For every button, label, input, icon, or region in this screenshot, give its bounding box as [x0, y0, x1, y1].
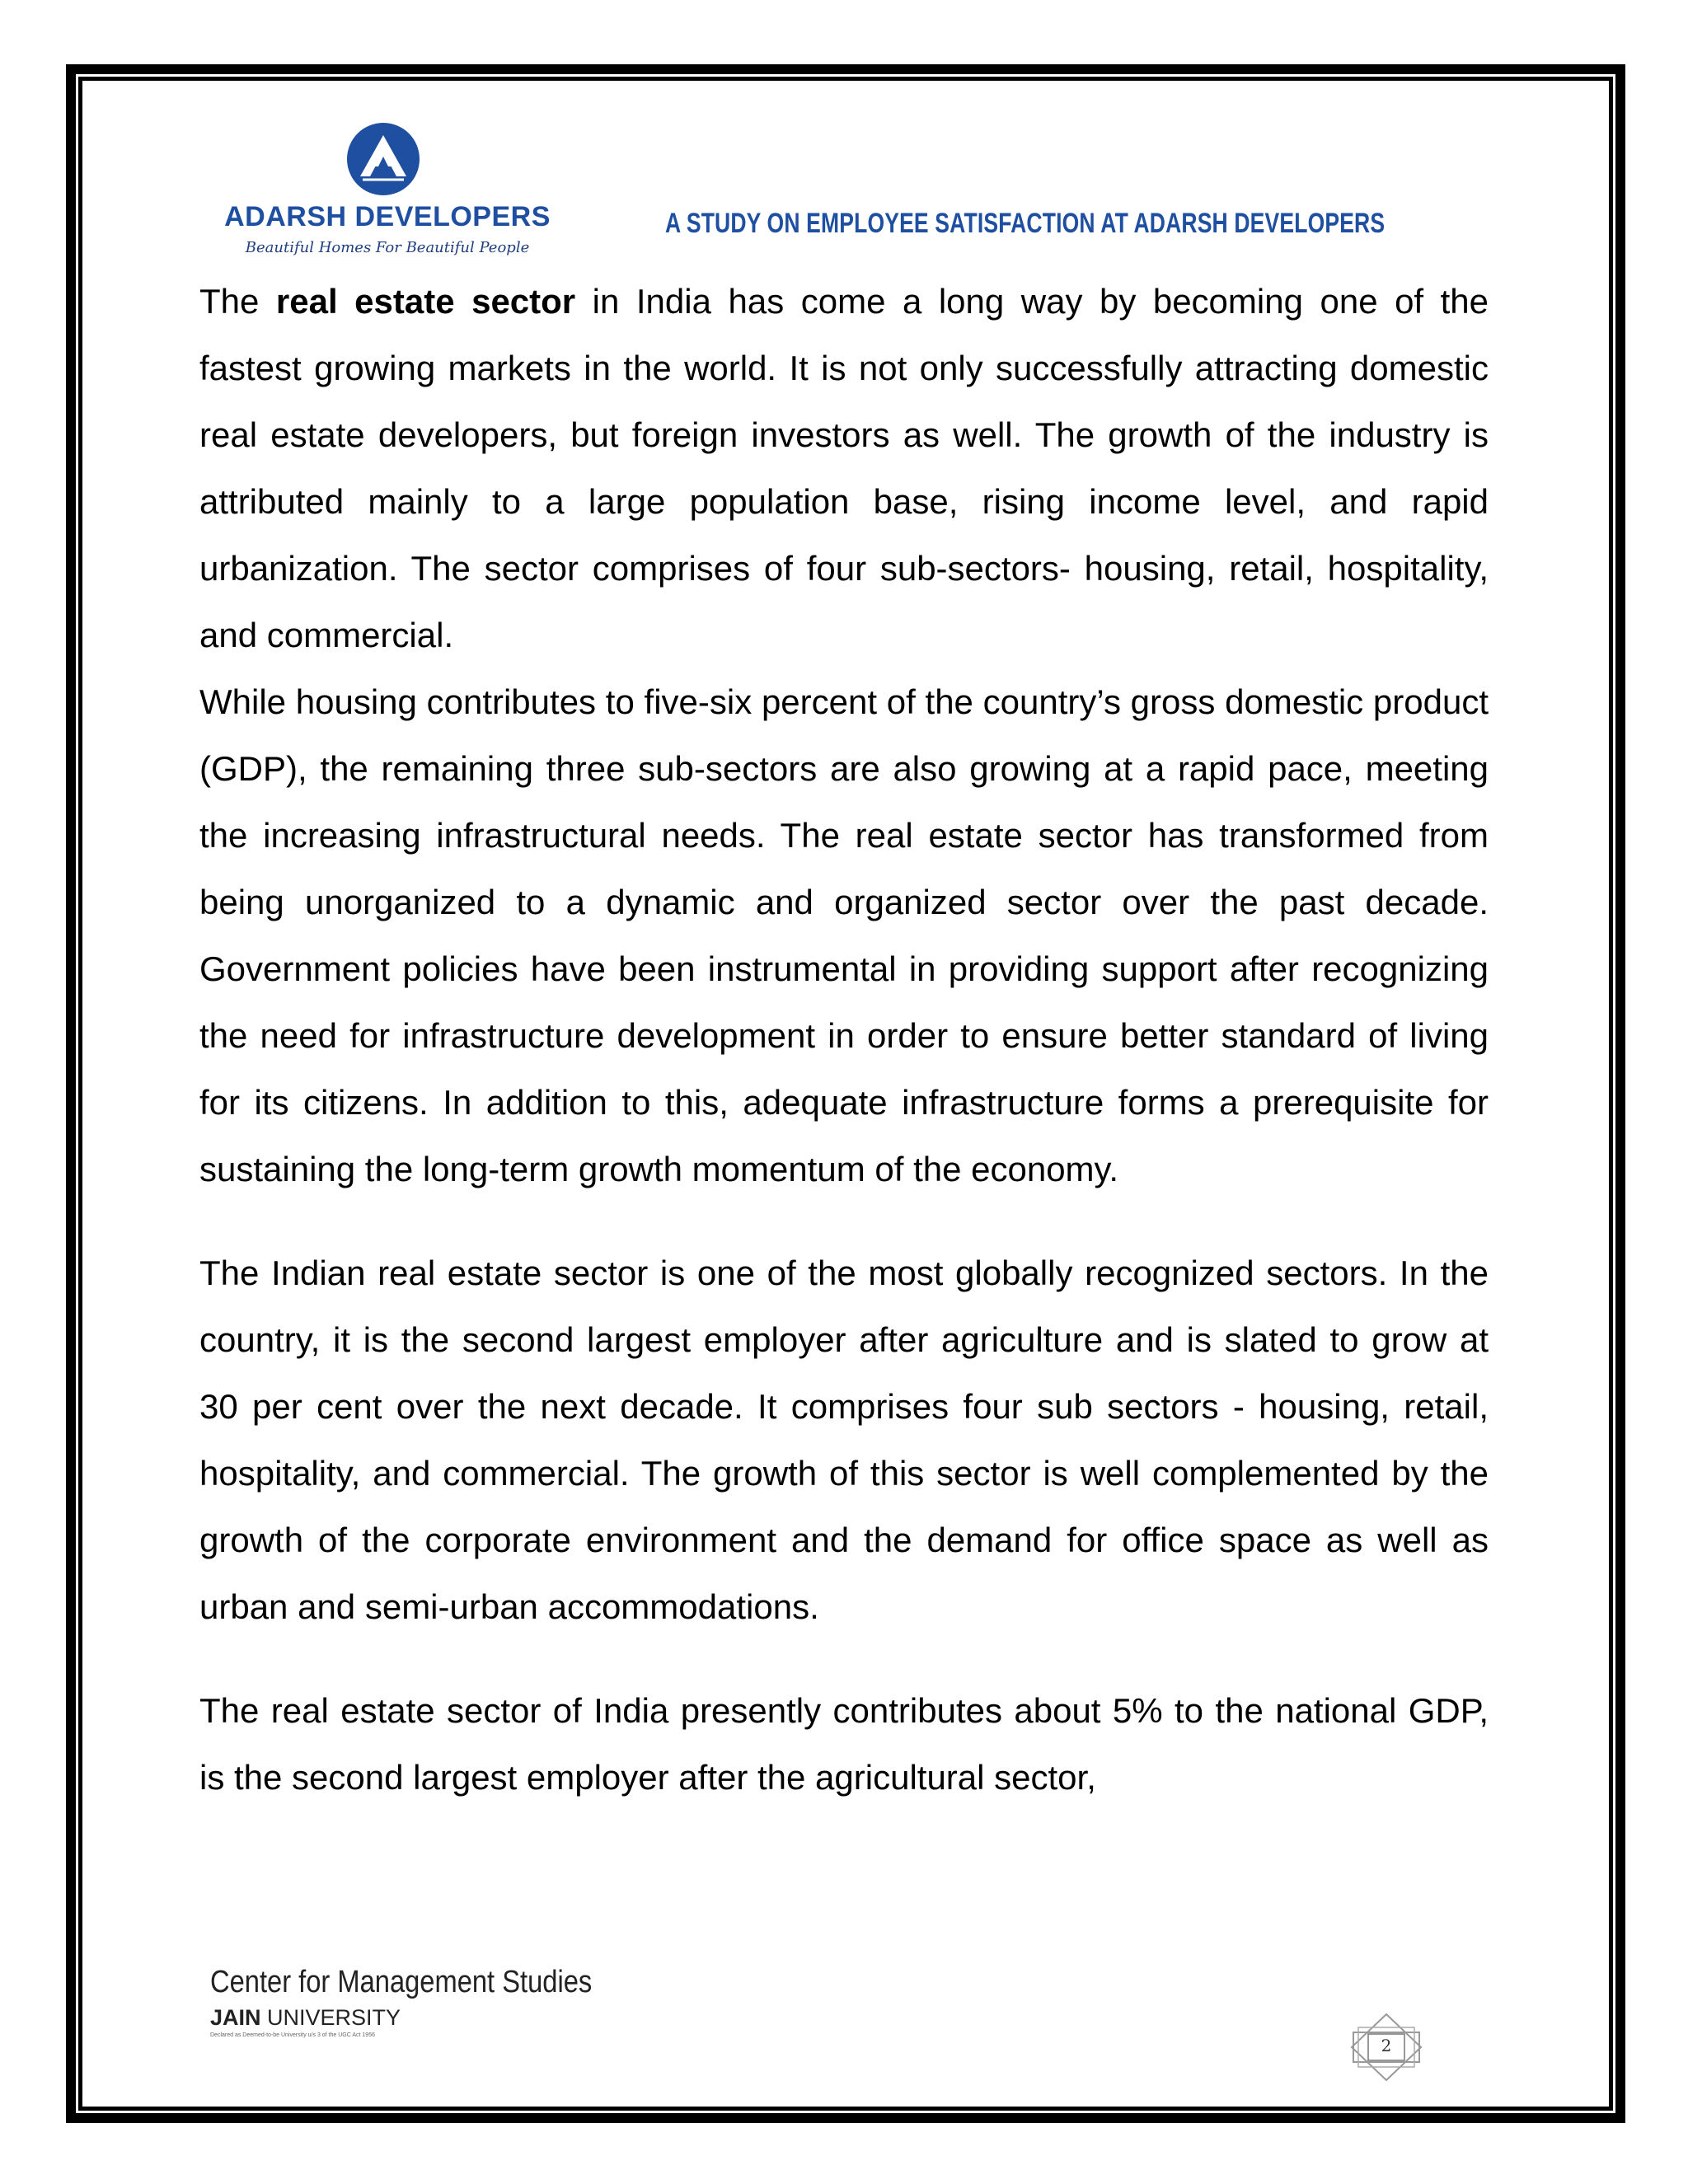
footer-university-bold: JAIN — [210, 2005, 261, 2030]
page-footer — [210, 1965, 705, 2064]
footer-university-rest: UNIVERSITY — [260, 2005, 401, 2030]
paragraph-1 — [199, 268, 1489, 668]
footer-center-name: Center for Management Studies — [210, 1965, 593, 1999]
page-header — [218, 115, 1386, 268]
logo-name: ADARSH DEVELOPERS — [224, 201, 551, 232]
footer-fine-print: Declared as Deemed-to-be University u/s 3 of the UGC Act 1956 — [210, 2032, 375, 2038]
page-number: 2 — [1381, 2036, 1392, 2055]
company-logo — [218, 115, 565, 268]
paragraph-1-bold-term: real estate sector — [275, 282, 576, 321]
logo-tagline: Beautiful Homes For Beautiful People — [245, 239, 530, 256]
page-number-badge — [1345, 2011, 1428, 2083]
adarsh-logo-icon — [346, 122, 420, 196]
body-text — [199, 268, 1489, 1811]
footer-university — [210, 2005, 705, 2031]
paragraph-1-lead: The — [199, 282, 276, 321]
paragraph-1-rest: in India has come a long way by becoming one of the fastest growing markets in the world. It is not only successfully attracting domestic real estate developers, but foreign investors as well. The growth of the industry is attributed mainly to a large population base, rising income level, and rapid urbanization. The sector comprises of four sub-sectors- housing, retail, hospitality, and commercial. — [199, 282, 1489, 654]
paragraph-4: The real estate sector of India presently contributes about 5% to the national GDP, is the second largest employer after the agricultural sector, — [199, 1691, 1489, 1797]
study-title: A STUDY ON EMPLOYEE SATISFACTION AT ADARSH DEVELOPERS — [665, 208, 1386, 239]
paragraph-2: While housing contributes to five-six percent of the country’s gross domestic product (GDP), the remaining three sub-sectors are also growing at a rapid pace, meeting the increasing infrastructural needs. The real estate sector has transformed from being unorganized to a dynamic and organized sector over the past decade. Government policies have been instrumental in providing support after recognizing the need for infrastructure development in order to ensure better standard of living for its citizens. In addition to this, adequate infrastructure forms a prerequisite for sustaining the long-term growth momentum of the economy. — [199, 682, 1489, 1188]
paragraph-3: The Indian real estate sector is one of the most globally recognized sectors. In the country, it is the second largest employer after agriculture and is slated to grow at 30 per cent over the next decade. It comprises four sub sectors - housing, retail, hospitality, and commercial. The growth of this sector is well complemented by the growth of the corporate environment and the demand for office space as well as urban and semi-urban accommodations. — [199, 1254, 1489, 1626]
